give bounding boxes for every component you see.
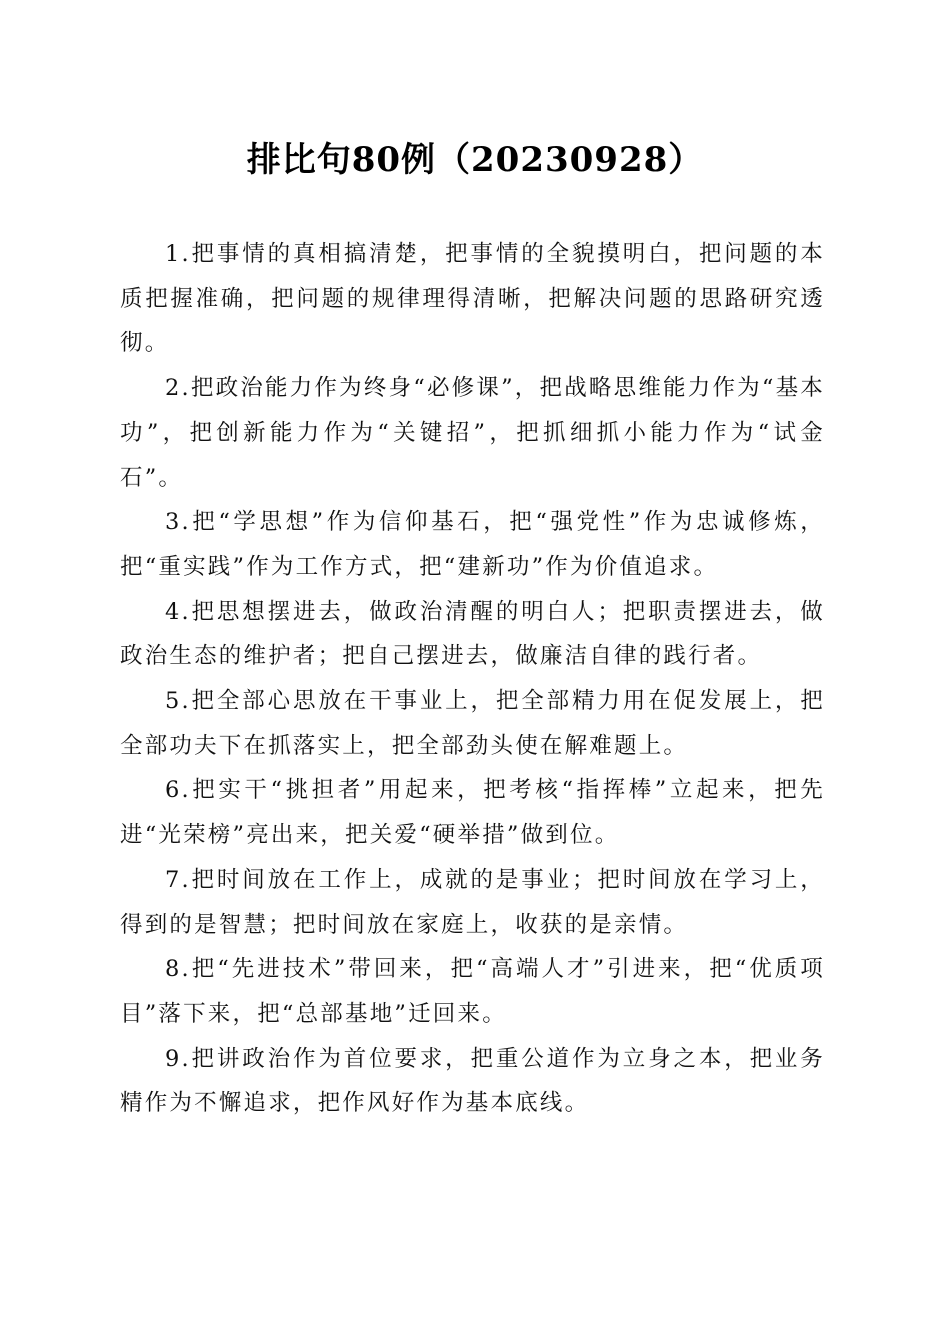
- paragraph-7: 7.把时间放在工作上，成就的是事业；把时间放在学习上，得到的是智慧；把时间放在家庭上，收获的是亲情。: [120, 866, 825, 938]
- paragraph-3: 3.把“学思想”作为信仰基石，把“强党性”作为忠诚修炼，把“重实践”作为工作方式，把“建新功”作为价值追求。: [120, 509, 825, 580]
- document-title: 排比句80例（20230928）: [246, 140, 704, 180]
- paragraph-1: 1.把事情的真相搞清楚，把事情的全貌摸明白，把问题的本质把握准确，把问题的规律理得清晰，把解决问题的思路研究透彻。: [120, 241, 825, 357]
- paragraph-5: 5.把全部心思放在干事业上，把全部精力用在促发展上，把全部功夫下在抓落实上，把全部劲头使在解难题上。: [120, 688, 825, 759]
- paragraph-6: 6.把实干“挑担者”用起来，把考核“指挥棒”立起来，把先进“光荣榜”亮出来，把关爱“硬举措”做到位。: [120, 777, 825, 849]
- document-body: [120, 232, 825, 1126]
- paragraph-4: 4.把思想摆进去，做政治清醒的明白人；把职责摆进去，做政治生态的维护者；把自己摆进去，做廉洁自律的践行者。: [120, 598, 825, 670]
- paragraph-9: 9.把讲政治作为首位要求，把重公道作为立身之本，把业务精作为不懈追求，把作风好作为基本底线。: [120, 1045, 825, 1117]
- paragraph-8: 8.把“先进技术”带回来，把“高端人才”引进来，把“优质项目”落下来，把“总部基地”迁回来。: [120, 956, 825, 1027]
- paragraph-2: 2.把政治能力作为终身“必修课”，把战略思维能力作为“基本功”，把创新能力作为“关键招”，把抓细抓小能力作为“试金石”。: [120, 375, 825, 491]
